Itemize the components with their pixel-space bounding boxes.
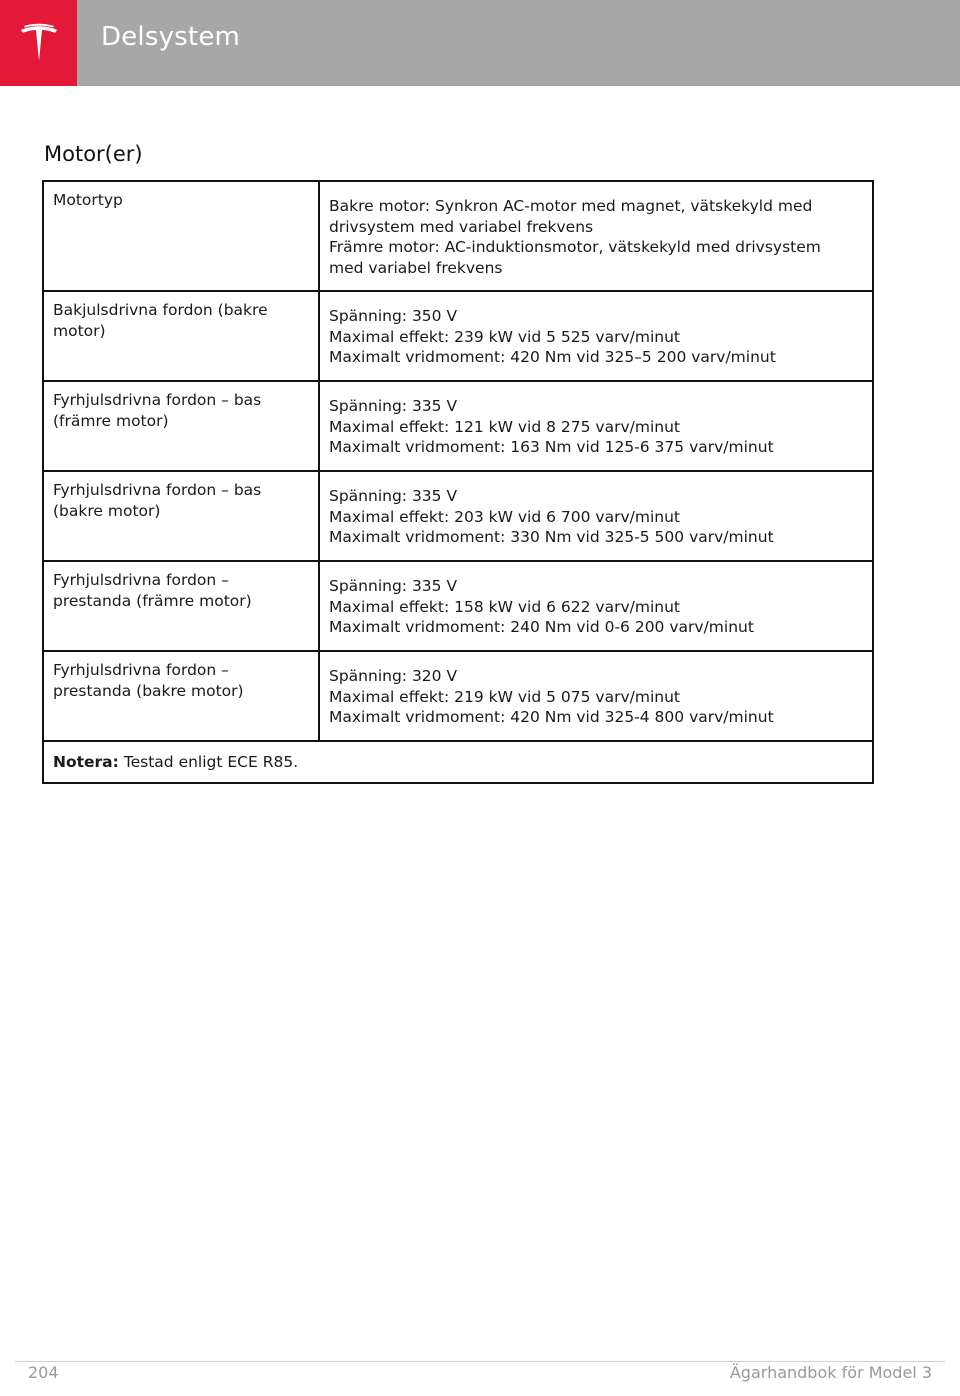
row-label: Motortyp — [43, 181, 319, 291]
value-line: Maximal effekt: 203 kW vid 6 700 varv/minut — [329, 507, 680, 526]
value-line: drivsystem med variabel frekvens — [329, 217, 594, 236]
row-label: Bakjulsdrivna fordon (bakre motor) — [43, 291, 319, 381]
page-number: 204 — [28, 1363, 59, 1382]
value-line: med variabel frekvens — [329, 258, 503, 277]
value-line: Maximalt vridmoment: 420 Nm vid 325-4 800 varv/minut — [329, 708, 774, 726]
row-value — [319, 561, 873, 651]
value-line: Maximal effekt: 121 kW vid 8 275 varv/minut — [329, 417, 680, 436]
note-row — [43, 741, 873, 783]
row-value — [319, 651, 873, 741]
note-text: Testad enligt ECE R85. — [118, 752, 299, 771]
value-line: Spänning: 320 V — [329, 667, 458, 685]
motor-spec-table — [42, 180, 874, 784]
value-line: Maximal effekt: 239 kW vid 5 525 varv/minut — [329, 327, 680, 346]
header-bar — [0, 0, 960, 86]
value-line: Maximalt vridmoment: 163 Nm vid 125-6 375 varv/minut — [329, 438, 774, 456]
row-value — [319, 471, 873, 561]
page-heading: Motor(er) — [44, 142, 143, 166]
row-label: Fyrhjulsdrivna fordon – prestanda (främre motor) — [43, 561, 319, 651]
value-line: Maximalt vridmoment: 240 Nm vid 0-6 200 varv/minut — [329, 618, 754, 636]
brand-logo — [0, 0, 77, 86]
value-line: Spänning: 350 V — [329, 307, 458, 325]
row-label: Fyrhjulsdrivna fordon – bas (främre motor) — [43, 381, 319, 471]
value-line: Bakre motor: Synkron AC-motor med magnet, vätskekyld med — [329, 197, 813, 215]
value-line: Spänning: 335 V — [329, 487, 458, 505]
value-line: Maximal effekt: 158 kW vid 6 622 varv/minut — [329, 597, 680, 616]
table-note — [43, 741, 873, 783]
row-value — [319, 181, 873, 291]
tesla-logo-icon — [17, 21, 61, 65]
value-line: Maximalt vridmoment: 420 Nm vid 325–5 200 varv/minut — [329, 348, 776, 366]
table-row — [43, 291, 873, 381]
table-row — [43, 181, 873, 291]
row-label: Fyrhjulsdrivna fordon – prestanda (bakre motor) — [43, 651, 319, 741]
manual-title: Ägarhandbok för Model 3 — [729, 1363, 932, 1382]
table-row — [43, 561, 873, 651]
value-line: Spänning: 335 V — [329, 397, 458, 415]
footer-divider — [15, 1361, 945, 1362]
value-line: Maximalt vridmoment: 330 Nm vid 325-5 500 varv/minut — [329, 528, 774, 546]
row-value — [319, 381, 873, 471]
row-label: Fyrhjulsdrivna fordon – bas (bakre motor) — [43, 471, 319, 561]
note-label: Notera: — [53, 752, 119, 771]
row-value — [319, 291, 873, 381]
table-row — [43, 381, 873, 471]
section-title: Delsystem — [101, 22, 241, 52]
table-row — [43, 471, 873, 561]
value-line: Spänning: 335 V — [329, 577, 458, 595]
value-line: Maximal effekt: 219 kW vid 5 075 varv/minut — [329, 687, 680, 706]
value-line: Främre motor: AC-induktionsmotor, vätskekyld med drivsystem — [329, 238, 821, 256]
table-row — [43, 651, 873, 741]
